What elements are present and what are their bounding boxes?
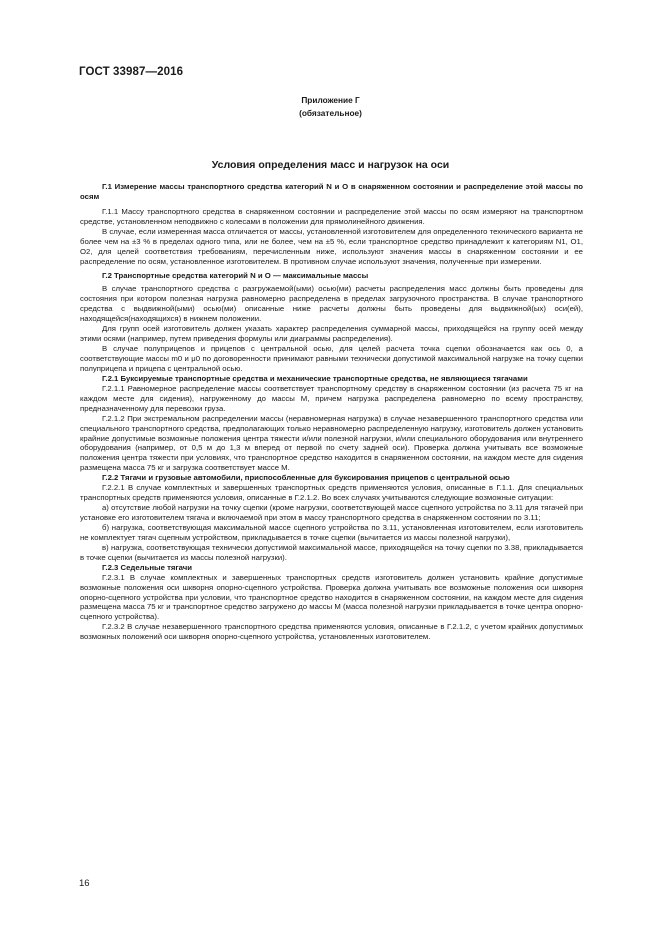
document-title: Условия определения масс и нагрузок на оси	[211, 159, 450, 171]
paragraph: Г.2.2.1 В случае комплектных и завершенных транспортных средств применяются условия, описанные в Г.1.1. Для специальных транспортных средств применяются условия, описанные в Г.2.1.2. Во всех случаях учитываются следующие возможные ситуации:	[80, 483, 583, 503]
document-body	[80, 182, 583, 642]
paragraph: В случае, если измеренная масса отличается от массы, установленной изготовителем для определенного технического варианта не более чем на ±3 % в пределах одного типа, или не более, чем на ±5 %, если транспортное средство принадлежит к категориям N1, O1, O2, для целей соответствия требованиям, перечисленным ниже, используют значения массы в снаряженном состоянии и ее распределение по осям, установленное изготовителем. В противном случае используют значения, полученные при измерении.	[80, 226, 583, 266]
section-heading: Г.2.3 Седельные тягачи	[102, 562, 193, 572]
paragraph: Г.2.3.1 В случае комплектных и завершенных транспортных средств изготовитель должен установить крайние допустимые возможные положения оси шкворня опорно-сцепного устройства. Проверка должна учитывать все возможные положения оси шкворня опорно-сцепного устройства при условии, что транспортное средство находится в снаряженном состоянии, на каждом месте для сидения размещена масса 75 кг и транспортное средство загружено до массы M (масса полезной нагрузки прикладывается в точке центра опорно-сцепного устройства).	[80, 572, 583, 622]
section-heading: Г.1 Измерение массы транспортного средства категорий N и O в снаряженном состоянии и распределение этой массы по осям	[80, 182, 583, 201]
annex-status: (обязательное)	[299, 108, 362, 118]
section-heading: Г.2 Транспортные средства категорий N и O — максимальные массы	[102, 270, 369, 280]
paragraph: В случае полуприцепов и прицепов с центральной осью, для целей расчета точка сцепки обозначается как ось 0, а соответствующие массы m0 и μ0 по договоренности принимают равными технически допустимой максимальной нагрузке на точку сцепки полуприцепа и прицепа с центральной осью.	[80, 344, 583, 373]
list-item: в) нагрузка, соответствующая технически допустимой максимальной массе, приходящейся на точку сцепки по 3.38, прикладывается в точке сцепки (вычитается из массы полезной нагрузки).	[80, 542, 583, 562]
page-number: 16	[79, 878, 90, 889]
standard-code: ГОСТ 33987—2016	[79, 66, 184, 78]
paragraph: Г.2.1.2 При экстремальном распределении массы (неравномерная нагрузка) в случае незавершенного транспортного средства или специального транспортного средства, предполагающих только неравномерно распределенную нагрузку, изготовитель должен установить крайние допустимые возможные положения центра тяжести и/или полезной нагрузки, и/или специального оборудования или внутреннего оборудования (например, от 0,5 м до 1,3 м вперед от первой по счету задней оси). Проверка должна учитывать все возможные положения центра тяжести при условиях, что транспортное средство находится в снаряженном состоянии, на каждом месте для сидения размещена масса 75 кг и загрузка соответствует массе M.	[80, 413, 583, 473]
section-heading: Г.2.1 Буксируемые транспортные средства и механические транспортные средства, не являющиеся тягачами	[102, 373, 528, 383]
paragraph: Г.2.1.1 Равномерное распределение массы соответствует транспортному средству в снаряженном состоянии (из расчета 75 кг на каждом месте для сидения), нагруженному до массы M, причем нагрузка распределена равномерно по всему пространству, предназначенному для перевозки груза.	[80, 383, 583, 413]
paragraph: Г.2.3.2 В случае незавершенного транспортного средства применяются условия, описанные в Г.2.1.2, с учетом крайних допустимых возможных положений оси шкворня опорно-сцепного устройства, установленных изготовителем.	[80, 622, 583, 642]
paragraph: Г.1.1 Массу транспортного средства в снаряженном состоянии и распределение этой массы по осям измеряют на транспортном средстве, установленном неподвижно с колесами в положении для прямолинейного движения.	[80, 206, 583, 226]
section-heading: Г.2.2 Тягачи и грузовые автомобили, приспособленные для буксирования прицепов с центральной осью	[102, 473, 510, 483]
annex-title: Приложение Г	[301, 95, 360, 105]
list-item: б) нагрузка, соответствующая максимальной массе сцепного устройства по 3.11, установленная изготовителем, если изготовитель не комплектует тягач сцепным устройством, прикладывается в точке сцепки (вычитается из массы полезной нагрузки),	[80, 522, 583, 542]
paragraph: В случае транспортного средства с разгружаемой(ыми) осью(ми) расчеты распределения масс должны быть проведены для состояния при котором полезная нагрузка равномерно распределена в пределах загрузочного пространства. В случае транспортного средства с выдвижной(ыми) осью(ми) описанные ниже расчеты должны быть проведены для выдвижной(ых) оси(ей), находящейся(находящихся) в нижнем положении.	[80, 284, 583, 324]
paragraph: Для групп осей изготовитель должен указать характер распределения суммарной массы, приходящейся на группу осей между этими осями (например, путем приведения формулы или диаграммы распределения).	[80, 324, 583, 344]
list-item: а) отсутствие любой нагрузки на точку сцепки (кроме нагрузки, соответствующей массе сцепного устройства по 3.11 для тягачей при установке его изготовителем тягача и включаемой при этом в массу транспортного средства в снаряженном состоянии по 3.11;	[80, 503, 583, 522]
